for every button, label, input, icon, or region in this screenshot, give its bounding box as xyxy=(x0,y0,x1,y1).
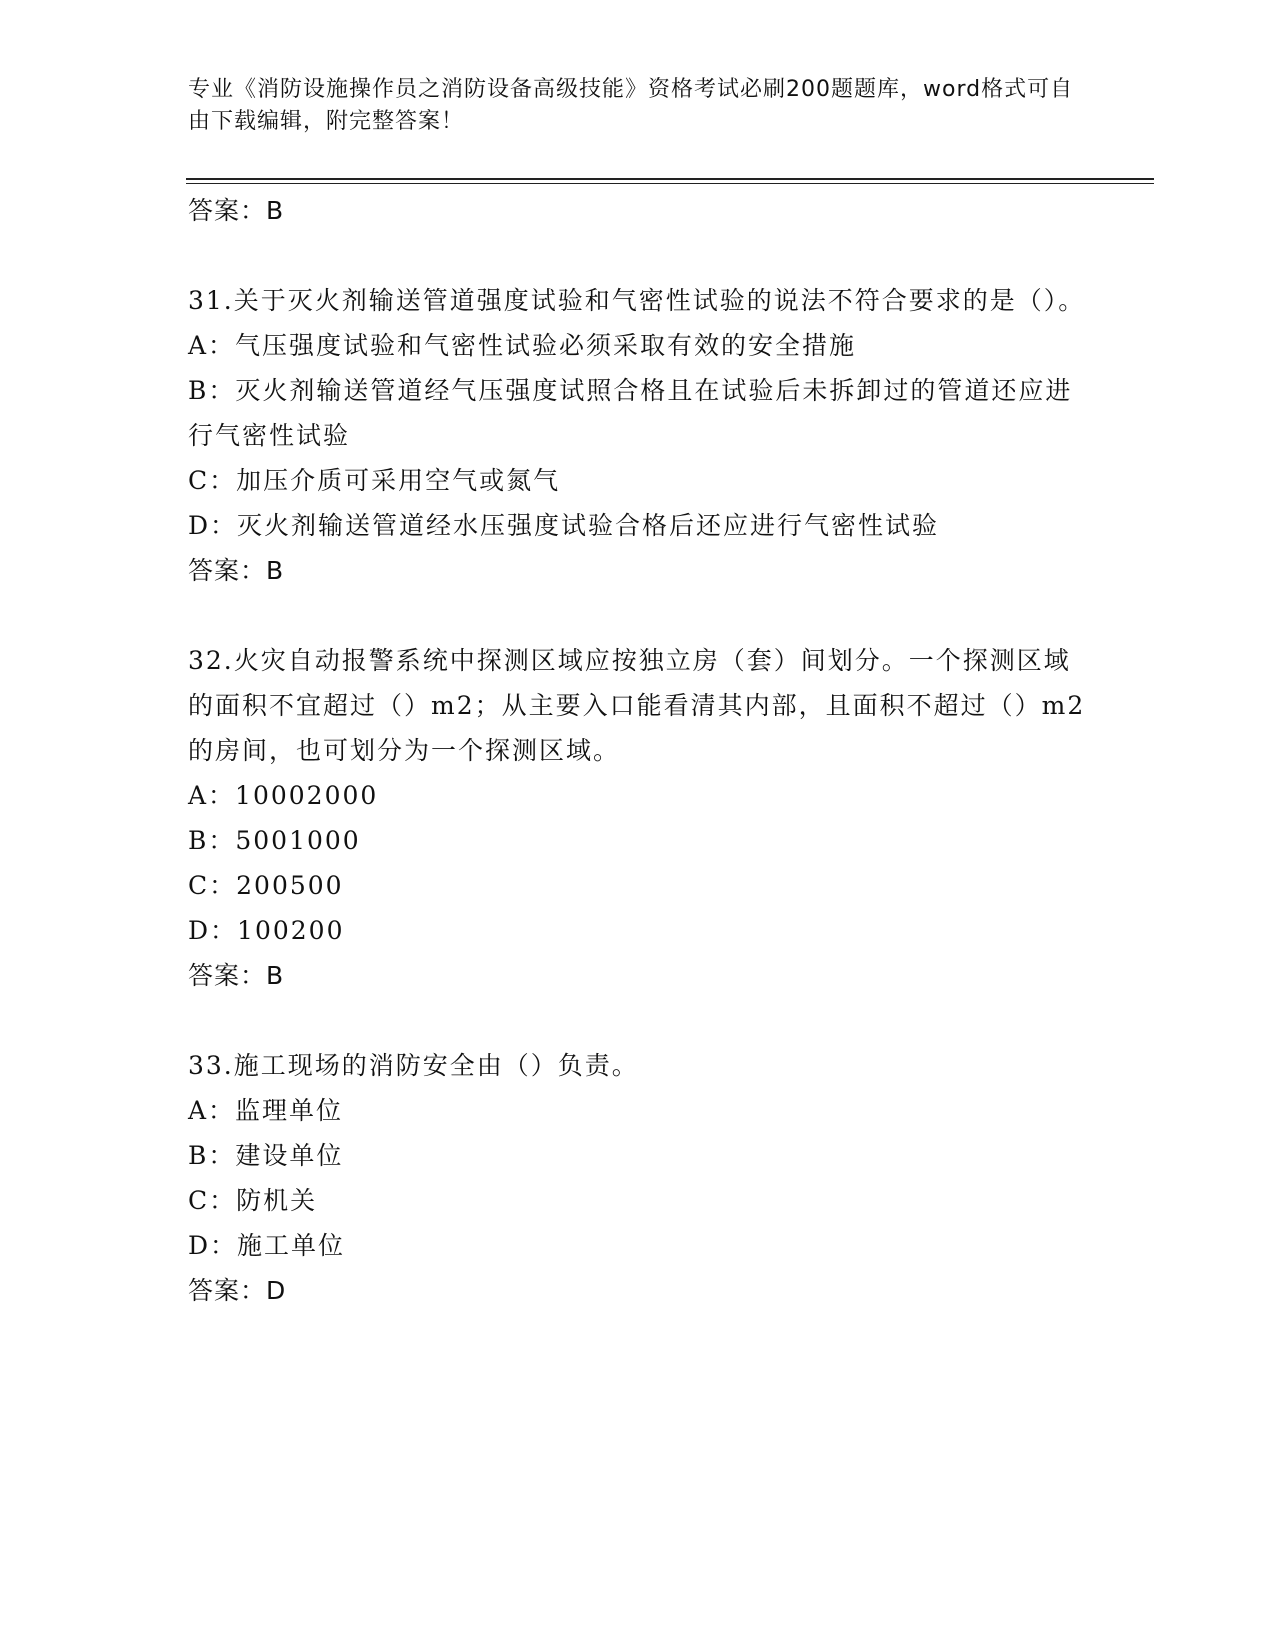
question-stem: 33.施工现场的消防安全由（）负责。 xyxy=(188,1051,639,1080)
answer: 答案：D xyxy=(188,1276,287,1305)
question-list xyxy=(188,188,1088,1314)
question-31 xyxy=(188,278,1088,594)
option-c: C：防机关 xyxy=(188,1186,318,1215)
option-b: B：灭火剂输送管道经气压强度试照合格且在试验后未拆卸过的管道还应进行气密性试验 xyxy=(188,376,1073,450)
question-stem: 32.火灾自动报警系统中探测区域应按独立房（套）间划分。一个探测区域的面积不宜超过（）m2；从主要入口能看清其内部，且面积不超过（）m2的房间，也可划分为一个探测区域。 xyxy=(188,646,1086,765)
header-divider xyxy=(186,178,1154,184)
option-d: D：100200 xyxy=(188,916,345,945)
option-a: A：10002000 xyxy=(188,781,379,810)
option-b: B：5001000 xyxy=(188,826,361,855)
answer: 答案：B xyxy=(188,961,285,990)
option-d: D：施工单位 xyxy=(188,1231,346,1260)
page-header: 专业《消防设施操作员之消防设备高级技能》资格考试必刷200题题库，word格式可自由下载编辑，附完整答案！ xyxy=(188,77,1074,134)
option-c: C：加压介质可采用空气或氮气 xyxy=(188,466,561,495)
question-33 xyxy=(188,1043,1088,1314)
answer: 答案：B xyxy=(188,556,285,585)
option-a: A：监理单位 xyxy=(188,1096,344,1125)
spacer xyxy=(188,999,1088,1043)
spacer xyxy=(188,234,1088,278)
question-32 xyxy=(188,638,1088,999)
option-d: D：灭火剂输送管道经水压强度试验合格后还应进行气密性试验 xyxy=(188,511,940,540)
question-stem: 31.关于灭火剂输送管道强度试验和气密性试验的说法不符合要求的是（）。 xyxy=(188,286,1086,315)
option-b: B：建设单位 xyxy=(188,1141,344,1170)
option-a: A：气压强度试验和气密性试验必须采取有效的安全措施 xyxy=(188,331,857,360)
option-c: C：200500 xyxy=(188,871,344,900)
spacer xyxy=(188,594,1088,638)
previous-answer: 答案：B xyxy=(188,196,285,225)
